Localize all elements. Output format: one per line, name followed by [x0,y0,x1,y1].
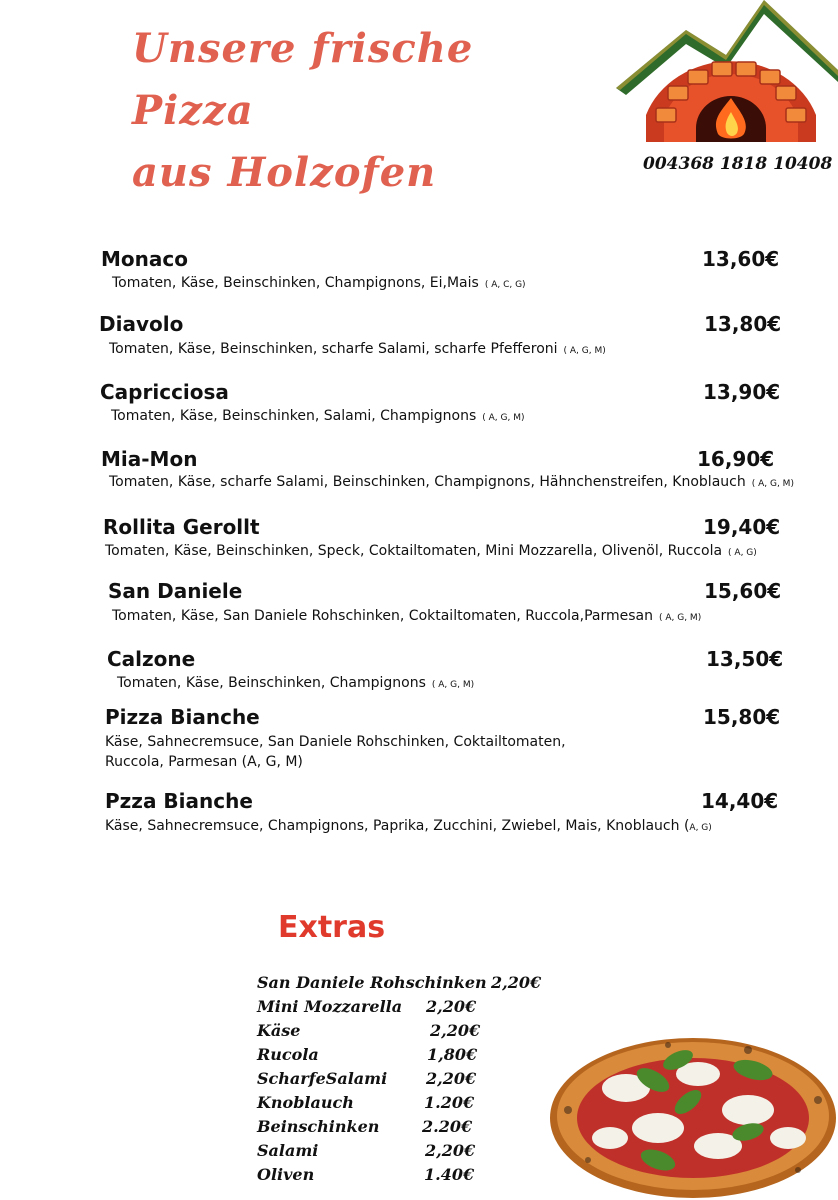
extras-heading: Extras [278,910,386,945]
pizza-name: Pizza Bianche [105,705,260,729]
pizza-ingredients: Käse, Sahnecremsuce, San Daniele Rohschinken, Coktailtomaten, [105,734,566,750]
pizza-price: 15,60€ [704,579,782,603]
pizza-ingredients: Tomaten, Käse, San Daniele Rohschinken, Coktailtomaten, Ruccola,Parmesan [112,608,653,624]
wood-oven-logo-icon [616,0,838,145]
pizza-allergens: ( A, G, M) [482,413,525,423]
pizza-allergens: ( A, G, M) [563,346,606,356]
pizza-name: San Daniele [108,579,243,603]
pizza-price: 16,90€ [697,447,775,471]
pizza-allergens: ( A, C, G) [484,280,526,290]
pizza-description [109,472,794,494]
extras-item-price: 2,20€ [491,973,542,992]
pizza-price: 19,40€ [703,515,781,539]
extras-item-name: Salami [257,1141,319,1160]
pizza-description [111,406,525,428]
pizza-price: 13,50€ [706,647,784,671]
pizza-ingredients: Käse, Sahnecremsuce, Champignons, Paprika, Zucchini, Zwiebel, Mais, Knoblauch ( [105,818,690,834]
pizza-description [105,816,712,838]
pizza-name: Capricciosa [100,380,229,404]
pizza-allergens: ( A, G) [728,548,757,558]
pizza-allergens: A, G) [689,823,712,833]
pizza-price: 13,90€ [703,380,781,404]
pizza-description [105,541,757,563]
extras-item-price: 2,20€ [426,997,477,1016]
pizza-ingredients: Ruccola, Parmesan (A, G, M) [105,754,303,770]
pizza-ingredients: Tomaten, Käse, Beinschinken, Champignons, Ei,Mais [112,275,479,291]
pizza-photo-icon [548,1020,838,1200]
pizza-ingredients: Tomaten, Käse, Beinschinken, Salami, Champignons [111,408,477,424]
extras-item-name: Oliven [257,1165,315,1184]
extras-item-name: Rucola [257,1045,319,1064]
extras-item-price: 2.20€ [422,1117,473,1136]
pizza-name: Calzone [107,647,196,671]
pizza-price: 13,80€ [704,312,782,336]
pizza-description [112,273,526,295]
pizza-price: 14,40€ [701,789,779,813]
pizza-ingredients: Tomaten, Käse, Beinschinken, Speck, Coktailtomaten, Mini Mozzarella, Olivenöl, Ruccola [105,543,723,559]
pizza-ingredients: Tomaten, Käse, Beinschinken, scharfe Salami, scharfe Pfefferoni [109,341,558,357]
pizza-description [112,606,701,628]
pizza-allergens: ( A, G, M) [431,680,475,690]
pizza-price: 15,80€ [703,705,781,729]
extras-item-name: Käse [257,1021,301,1040]
extras-item-price: 2,20€ [425,1141,476,1160]
pizza-description [105,732,566,752]
pizza-price: 13,60€ [702,247,780,271]
pizza-description [109,339,606,361]
extras-item-name: Knoblauch [257,1093,354,1112]
extras-item-name: Beinschinken [257,1117,380,1136]
page-title [132,18,473,204]
pizza-name: Diavolo [99,312,184,336]
extras-item-price: 1.40€ [424,1165,475,1184]
title-line-2: Pizza [132,87,254,134]
extras-item-name: ScharfeSalami [257,1069,388,1088]
pizza-description [117,673,474,695]
pizza-name: Pzza Bianche [105,789,253,813]
pizza-name: Monaco [101,247,188,271]
extras-item-price: 2,20€ [430,1021,481,1040]
extras-item-price: 1.20€ [424,1093,475,1112]
title-line-3: aus Holzofen [132,149,437,196]
title-line-1: Unsere frische [132,25,474,72]
extras-item-price: 2,20€ [426,1069,477,1088]
pizza-description-line-2 [105,752,303,772]
pizza-allergens: ( A, G, M) [658,613,702,623]
pizza-allergens: ( A, G, M) [751,479,794,489]
extras-item-name: San Daniele Rohschinken [257,973,487,992]
pizza-name: Rollita Gerollt [103,515,260,539]
pizza-ingredients: Tomaten, Käse, scharfe Salami, Beinschinken, Champignons, Hähnchenstreifen, Knoblauch [109,474,746,490]
phone-number: 004368 1818 10408 [643,154,833,174]
pizza-name: Mia-Mon [101,447,198,471]
extras-item-price: 1,80€ [427,1045,478,1064]
extras-item-name: Mini Mozzarella [257,997,403,1016]
pizza-ingredients: Tomaten, Käse, Beinschinken, Champignons [117,675,426,691]
